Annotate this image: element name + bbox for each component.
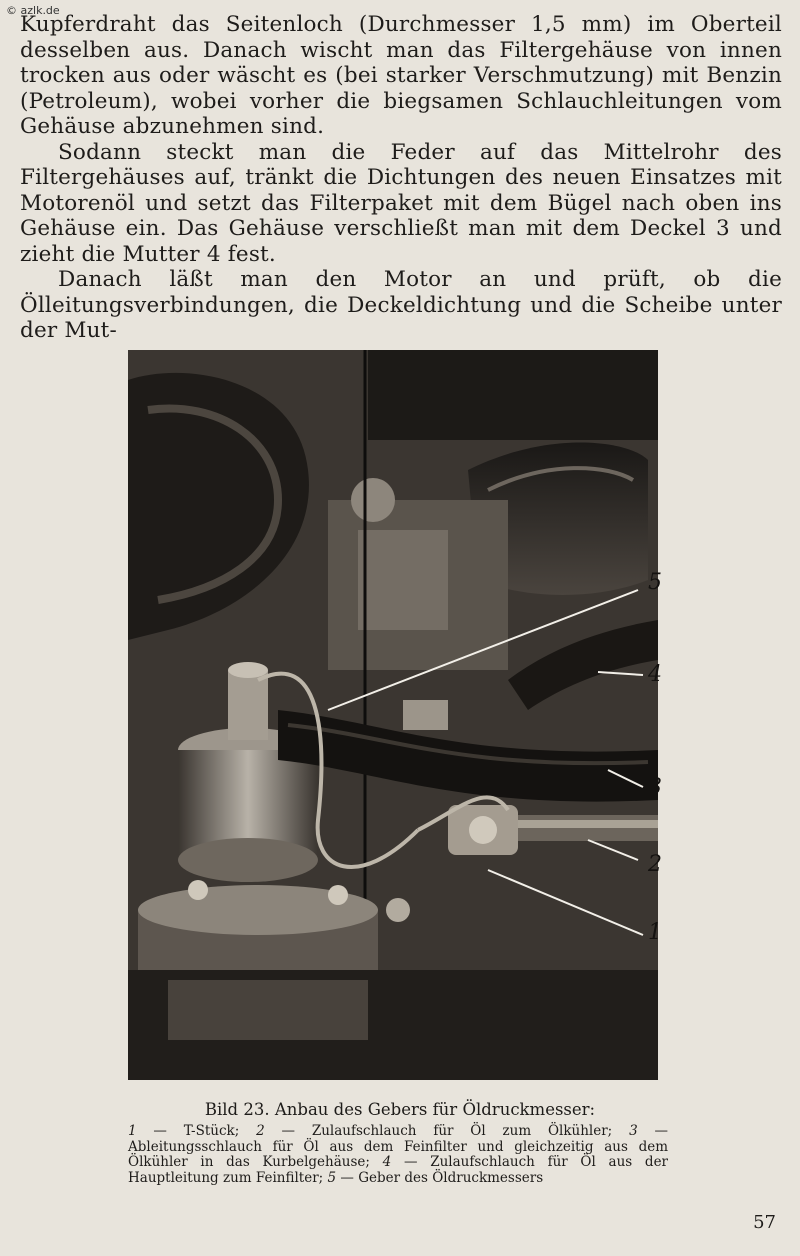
legend-text-3: Ableitungsschlauch für Öl aus dem Feinfilter und gleichzeitig aus dem Ölkühler in das Kurbelgehäuse; [128,1138,668,1170]
legend-text-4: Zulaufschlauch für Öl aus der Hauptleitung zum Feinfilter; [128,1154,669,1186]
legend-num-1: 1 [128,1123,137,1139]
engine-photo [128,350,662,1080]
page-number: 57 [753,1212,776,1233]
paragraph-1: Kupferdraht das Seitenloch (Durchmesser 1,5 mm) im Oberteil desselben aus. Danach wischt man das Filtergehäuse von innen trocken aus oder wäscht es (bei starker Verschmutzung) mit Benzin (Petroleum), wobei vorher die biegsamen Schlauchleitungen vom Gehäuse abzunehmen sind. [20,12,782,139]
legend-num-3: 3 [629,1123,638,1139]
legend-num-2: 2 [256,1123,265,1139]
figure-label-4: 4 [648,662,662,687]
figure-label-1: 1 [648,920,662,945]
legend-text-5: Geber des Öldruckmessers [358,1169,544,1186]
figure-label-5: 5 [648,570,662,595]
paragraph-3: Danach läßt man den Motor an und prüft, ob die Ölleitungsverbindungen, die Deckeldichtung und die Scheibe unter der Mut- [20,267,782,343]
legend-num-5: 5 [327,1169,337,1186]
figure-label-2: 2 [648,852,662,877]
paragraph-2: Sodann steckt man die Feder auf das Mittelrohr des Filtergehäuses auf, tränkt die Dichtungen des neuen Einsatzes mit Motorenöl und setzt das Filterpaket mit dem Bügel nach oben ins Gehäuse ein. Das Gehäuse verschließt man mit dem Deckel 3 und zieht die Mutter 4 fest. [20,139,782,267]
legend-text-2: Zulaufschlauch für Öl zum Ölkühler; [311,1123,613,1139]
body-text [20,12,782,344]
legend-num-4: 4 [382,1154,392,1170]
figure-legend: 1 — T-Stück; 2 — Zulaufschlauch für Öl zum Ölkühler; 3 — Ableitungsschlauch für Öl aus dem Feinfilter und gleichzeitig aus dem Ölkühler in das Kurbelgehäuse; 4 — Zulaufschlauch für Öl aus der Hauptleitung zum Feinfilter; 5 — Geber des Öldruckmessers [128,1123,669,1186]
legend-text-1: T-Stück; [183,1123,240,1139]
figure-caption-title: Bild 23. Anbau des Gebers für Öldruckmesser: [204,1100,596,1119]
watermark: © azlk.de [6,4,60,17]
engine-photo-drawing [128,350,658,1080]
figure-label-3: 3 [648,775,662,800]
